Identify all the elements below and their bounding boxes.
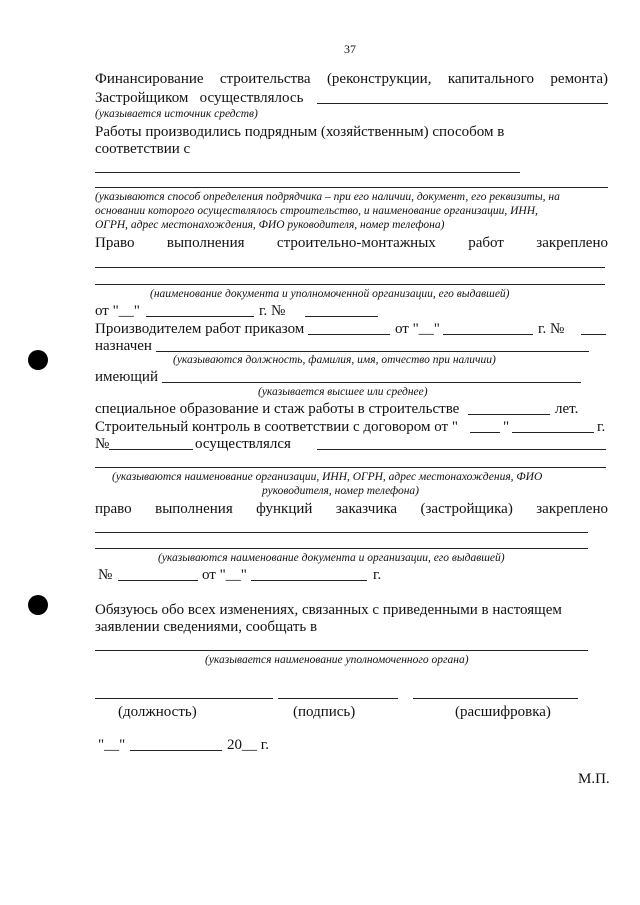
date-day: "__"	[98, 737, 126, 753]
having-hint: (указывается высшее или среднее)	[258, 386, 428, 398]
control-hint-2: руководителя, номер телефона)	[262, 485, 420, 497]
control-year: г.	[597, 419, 606, 435]
producer-order-field[interactable]	[308, 334, 390, 335]
customer-date-field[interactable]	[251, 580, 367, 581]
works-field-2[interactable]	[95, 187, 608, 188]
right-works-year-no: г. №	[259, 303, 286, 319]
right-works-line: Право выполнения строительно-монтажных работ закреплено	[95, 235, 608, 251]
control-date-field[interactable]	[512, 432, 594, 433]
appointed-field[interactable]	[156, 351, 589, 352]
works-line-2: соответствии с	[95, 141, 191, 157]
right-works-field-1[interactable]	[95, 267, 605, 268]
page-number: 37	[344, 42, 356, 56]
works-hint-2: основании которого осуществлялось строительство, и наименование организации, ИНН,	[95, 205, 538, 217]
pledge-line-2: заявлении сведениями, сообщать в	[95, 619, 318, 635]
control-hint-1: (указываются наименование организации, ИНН, ОГРН, адрес местонахождения, ФИО	[112, 471, 543, 483]
signature-field[interactable]	[278, 698, 398, 699]
control-label: Строительный контроль в соответствии с договором от "	[95, 419, 458, 435]
right-works-date-label: от "__"	[95, 303, 140, 319]
having-label: имеющий	[95, 369, 158, 385]
financing-line-2: Застройщиком осуществлялось	[95, 90, 304, 106]
producer-no-field[interactable]	[581, 334, 606, 335]
authority-hint: (указывается наименование уполномоченного органа)	[205, 654, 469, 666]
signature-caption: (подпись)	[293, 704, 356, 720]
date-month-field[interactable]	[130, 750, 222, 751]
right-works-no-field[interactable]	[305, 316, 378, 317]
customer-no-field[interactable]	[118, 580, 198, 581]
decode-field[interactable]	[413, 698, 578, 699]
financing-hint: (указывается источник средств)	[95, 108, 258, 120]
works-line-1: Работы производились подрядным (хозяйственным) способом в	[95, 124, 505, 140]
having-field[interactable]	[162, 382, 581, 383]
control-quote: "	[503, 419, 510, 435]
education-label: специальное образование и стаж работы в строительстве	[95, 401, 460, 417]
binder-hole-top	[28, 350, 48, 370]
customer-no: №	[98, 567, 113, 583]
producer-no: г. №	[538, 321, 565, 337]
right-works-date-field[interactable]	[146, 316, 254, 317]
control-day-field[interactable]	[470, 432, 500, 433]
customer-line: право выполнения функций заказчика (застройщика) закреплено	[95, 501, 608, 517]
customer-field-2[interactable]	[95, 548, 588, 549]
customer-hint: (указываются наименование документа и организации, его выдавшей)	[158, 552, 505, 564]
customer-field-1[interactable]	[95, 532, 588, 533]
years-label: лет.	[555, 401, 579, 417]
appointed-label: назначен	[95, 338, 152, 354]
pledge-line-1: Обязуюсь обо всех изменениях, связанных с приведенными в настоящем	[95, 602, 562, 618]
control-no-field[interactable]	[109, 449, 193, 450]
producer-label: Производителем работ приказом	[95, 321, 305, 337]
experience-field[interactable]	[468, 414, 550, 415]
financing-source-field[interactable]	[317, 103, 608, 104]
decode-caption: (расшифровка)	[455, 704, 551, 720]
customer-year: г.	[373, 567, 382, 583]
binder-hole-bottom	[28, 595, 48, 615]
position-field[interactable]	[95, 698, 273, 699]
authority-field[interactable]	[95, 650, 588, 651]
position-caption: (должность)	[118, 704, 197, 720]
works-hint-3: ОГРН, адрес местонахождения, ФИО руководителя, номер телефона)	[95, 219, 445, 231]
right-works-hint: (наименование документа и уполномоченной организации, его выдавшей)	[150, 288, 510, 300]
producer-from: от "__"	[395, 321, 440, 337]
producer-date-field[interactable]	[443, 334, 533, 335]
date-year: 20__ г.	[227, 737, 269, 753]
customer-from: от "__"	[202, 567, 247, 583]
works-hint-1: (указываются способ определения подрядчика – при его наличии, документ, его реквизиты, на	[95, 191, 560, 203]
control-no: №	[95, 436, 110, 452]
control-field[interactable]	[317, 449, 606, 450]
stamp-label: М.П.	[578, 771, 610, 787]
control-carried: осуществлялся	[195, 436, 291, 452]
works-field-1[interactable]	[95, 172, 520, 173]
financing-line-1: Финансирование строительства (реконструкции, капитального ремонта)	[95, 71, 608, 87]
control-field-2[interactable]	[95, 467, 606, 468]
appointed-hint: (указываются должность, фамилия, имя, отчество при наличии)	[173, 354, 496, 366]
right-works-field-2[interactable]	[95, 284, 605, 285]
